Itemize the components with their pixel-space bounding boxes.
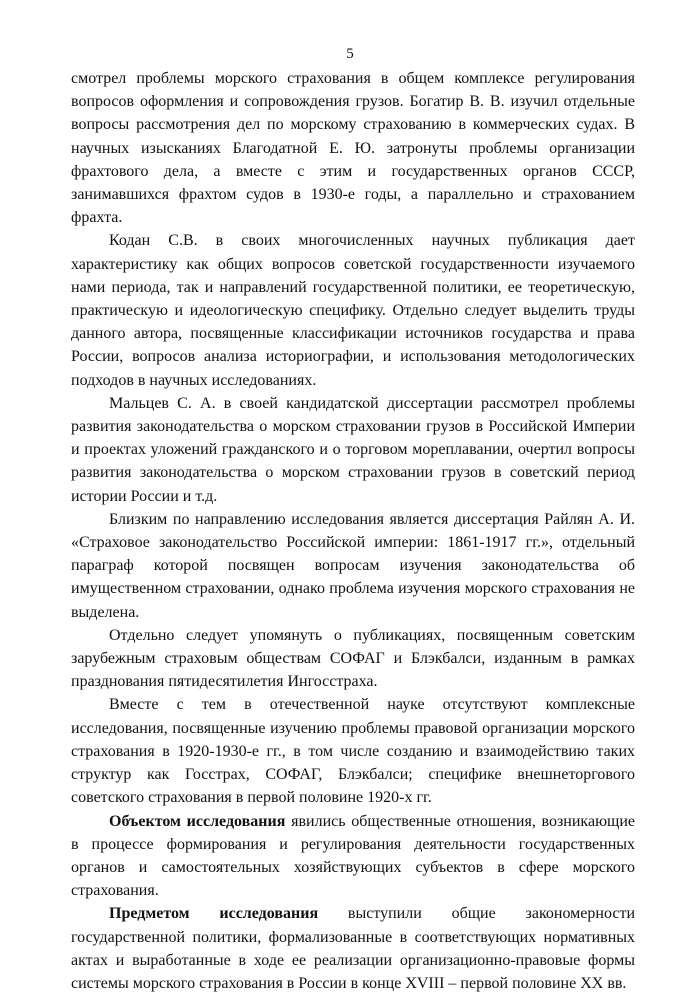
subject-text: выступили общие закономерности государственной политики, формализованные в соответствующих нормативных актах и выработанные в ходе ее реализации организационно-правовые формы системы морского страхования в России в конце XVIII – первой половине XX вв. <box>71 905 636 992</box>
paragraph-2: Кодан С.В. в своих многочисленных научных публикация дает характеристику как общих вопросов советской государственности изучаемого нами периода, так и направлений государственной политики, ее теоретическую, практическую и идеологическую специфику. Отдельно следует выделить труды данного автора, посвященные классификации источников государства и права России, вопросов анализа историографии, и использования методологических подходов в научных исследованиях. <box>71 232 635 389</box>
object-text: явились общественные отношения, возникающие в процессе формирования и регулирования деятельности государственных органов и самостоятельных хозяйствующих субъектов в сфере морского страхования. <box>71 812 636 900</box>
subject-heading: Предметом исследования <box>109 905 319 923</box>
paragraph-3: Мальцев С. А. в своей кандидатской диссертации рассмотрел проблемы развития законодательства о морском страховании грузов в Российской Империи и проектах уложений гражданского и о торговом мореплавании, очертил вопросы развития законодательства о морском страховании грузов в советский период истории России и т.д. <box>71 394 635 505</box>
page-number: 5 <box>346 46 354 62</box>
object-heading: Объектом исследования <box>109 812 286 830</box>
paragraph-object <box>71 810 635 903</box>
paragraph-subject <box>71 902 635 995</box>
document-body <box>71 67 635 995</box>
paragraph-1: смотрел проблемы морского страхования в общем комплексе регулирования вопросов оформления и сопровождения грузов. Богатир В. В. изучил отдельные вопросы рассмотрения дел по морскому страхованию в коммерческих судах. В научных изысканиях Благодатной Е. Ю. затронуты проблемы организации фрахтового дела, а вместе с этим и государственных органов СССР, занимавшихся фрахтом судов в 1930-е годы, а параллельно и страхованием фрахта. <box>71 70 635 227</box>
paragraph-5: Отдельно следует упомянуть о публикациях, посвященным советским зарубежным страховым обществам СОФАГ и Блэкбалси, изданным в рамках празднования пятидесятилетия Ингосстраха. <box>71 626 635 691</box>
paragraph-4: Близким по направлению исследования является диссертация Райлян А. И. «Страховое законодательство Российской империи: 1861-1917 гг.», отдельный параграф которой посвящен вопросам изучения законодательства об имущественном страховании, однако проблема изучения морского страхования не выделена. <box>71 510 635 621</box>
paragraph-6: Вместе с тем в отечественной науке отсутствуют комплексные исследования, посвященные изучению проблемы правовой организации морского страхования в 1920-1930-е гг., в том числе созданию и взаимодействию таких структур как Госстрах, СОФАГ, Блэкбалси; специфике внешнеторгового советского страхования в первой половине 1920-х гг. <box>71 696 635 807</box>
